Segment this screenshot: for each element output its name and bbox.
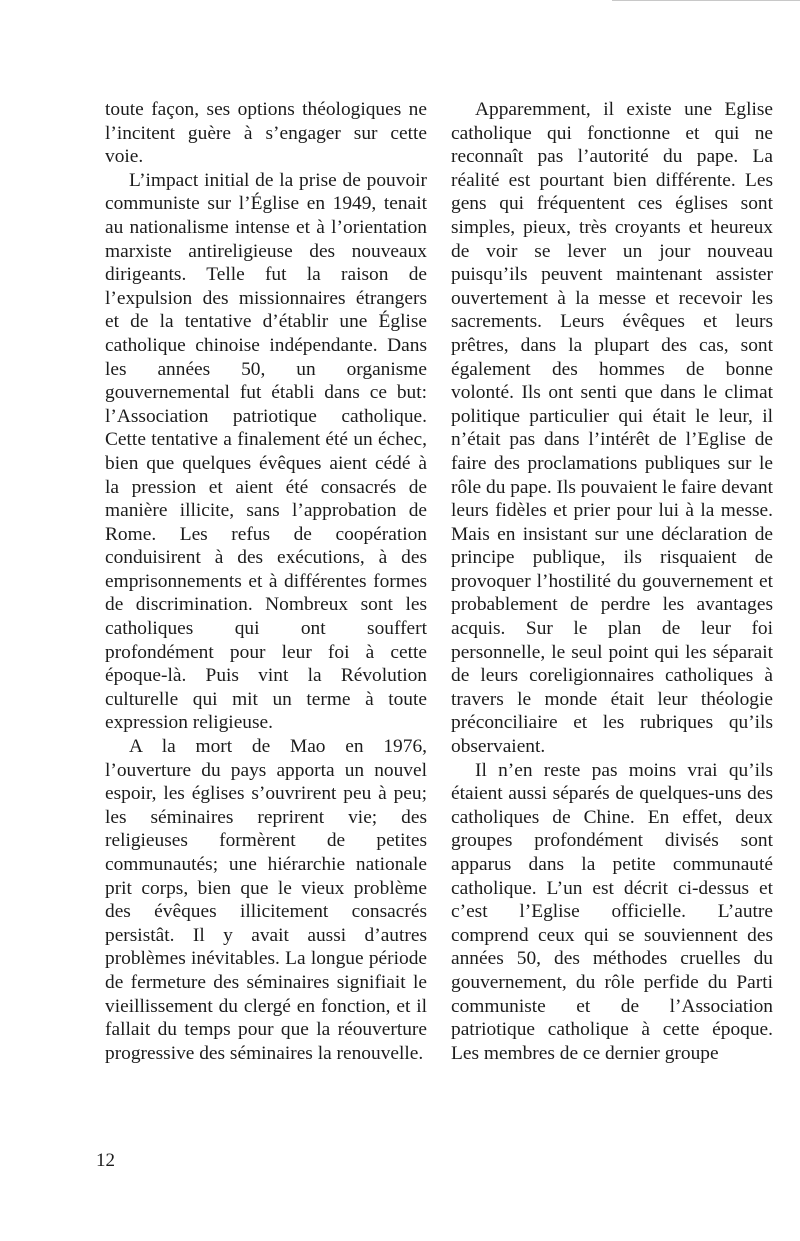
paragraph-two-groups: Il n’en reste pas moins vrai qu’ils étaient aussi séparés de quelques-uns des catholiques de Chine. En effet, deux groupes profondément divisés sont apparus dans la petite communauté catholique. L’un est décrit ci-dessus et c’est l’Eglise officielle. L’autre comprend ceux qui se souviennent des années 50, des méthodes cruelles du gouvernement, du rôle perfide du Parti communiste et de l’Association patriotique catholique à cette époque. Les membres de ce dernier groupe (451, 759, 773, 1064)
paragraph-official-church: Apparemment, il existe une Eglise catholique qui fonctionne et qui ne reconnaît pas l’autorité du pape. La réalité est pourtant bien différente. Les gens qui fréquentent ces églises sont simples, pieux, très croyants et heureux de voir se lever un jour nouveau puisqu’ils peuvent maintenant assister ouvertement à la messe et recevoir les sacrements. Leurs évêques et leurs prêtres, dans la plupart des cas, sont également des hommes de bonne volonté. Ils ont senti que dans le climat politique particulier qui était le leur, il n’était pas dans l’intérêt de l’Eglise de faire des proclamations publiques sur le rôle du pape. Ils pouvaient le faire devant leurs fidèles et prier pour lui à la messe. Mais en insistant sur une déclaration de principe publique, ils risquaient de provoquer l’hostilité du gouvernement et probablement de perdre les avantages acquis. Sur le plan de leur foi personnelle, le seul point qui les séparait de leurs coreligionnaires catholiques à travers le monde était leur théologie préconciliaire et les rubriques qu’ils observaient. (451, 99, 773, 758)
left-text-column (105, 98, 427, 1065)
top-edge-rule (612, 0, 800, 1)
right-text-column (451, 98, 773, 1065)
paragraph-continuation: toute façon, ses options théologiques ne l’incitent guère à s’engager sur cette voie. (105, 99, 427, 168)
paragraph-communist-impact: L’impact initial de la prise de pouvoir communiste sur l’Église en 1949, tenait au nationalisme intense et à l’orientation marxiste antireligieuse des nouveaux dirigeants. Telle fut la raison de l’expulsion des missionnaires étrangers et de la tentative d’établir une Église catholique chinoise indépendante. Dans les années 50, un organisme gouvernemental fut établi dans ce but: l’Association patriotique catholique. Cette tentative a finalement été un échec, bien que quelques évêques aient cédé à la pression et aient été consacrés de manière illicite, sans l’approbation de Rome. Les refus de coopération conduisirent à des exécutions, à des emprisonnements et à différentes formes de discrimination. Nombreux sont les catholiques qui ont souffert profondément pour leur foi à cette époque-là. Puis vint la Révolution culturelle qui mit un terme à toute expression religieuse. (105, 169, 427, 734)
page-number: 12 (96, 1150, 115, 1171)
paragraph-mao-death: A la mort de Mao en 1976, l’ouverture du pays apporta un nouvel espoir, les églises s’ouvrirent peu à peu; les séminaires reprirent vie; des religieuses formèrent de petites communautés; une hiérarchie nationale prit corps, bien que le vieux problème des évêques illicitement consacrés persistât. Il y avait aussi d’autres problèmes inévitables. La longue période de fermeture des séminaires signifiait le vieillissement du clergé en fonction, et il fallait du temps pour que la réouverture progressive des séminaires la renouvelle. (105, 736, 427, 1064)
